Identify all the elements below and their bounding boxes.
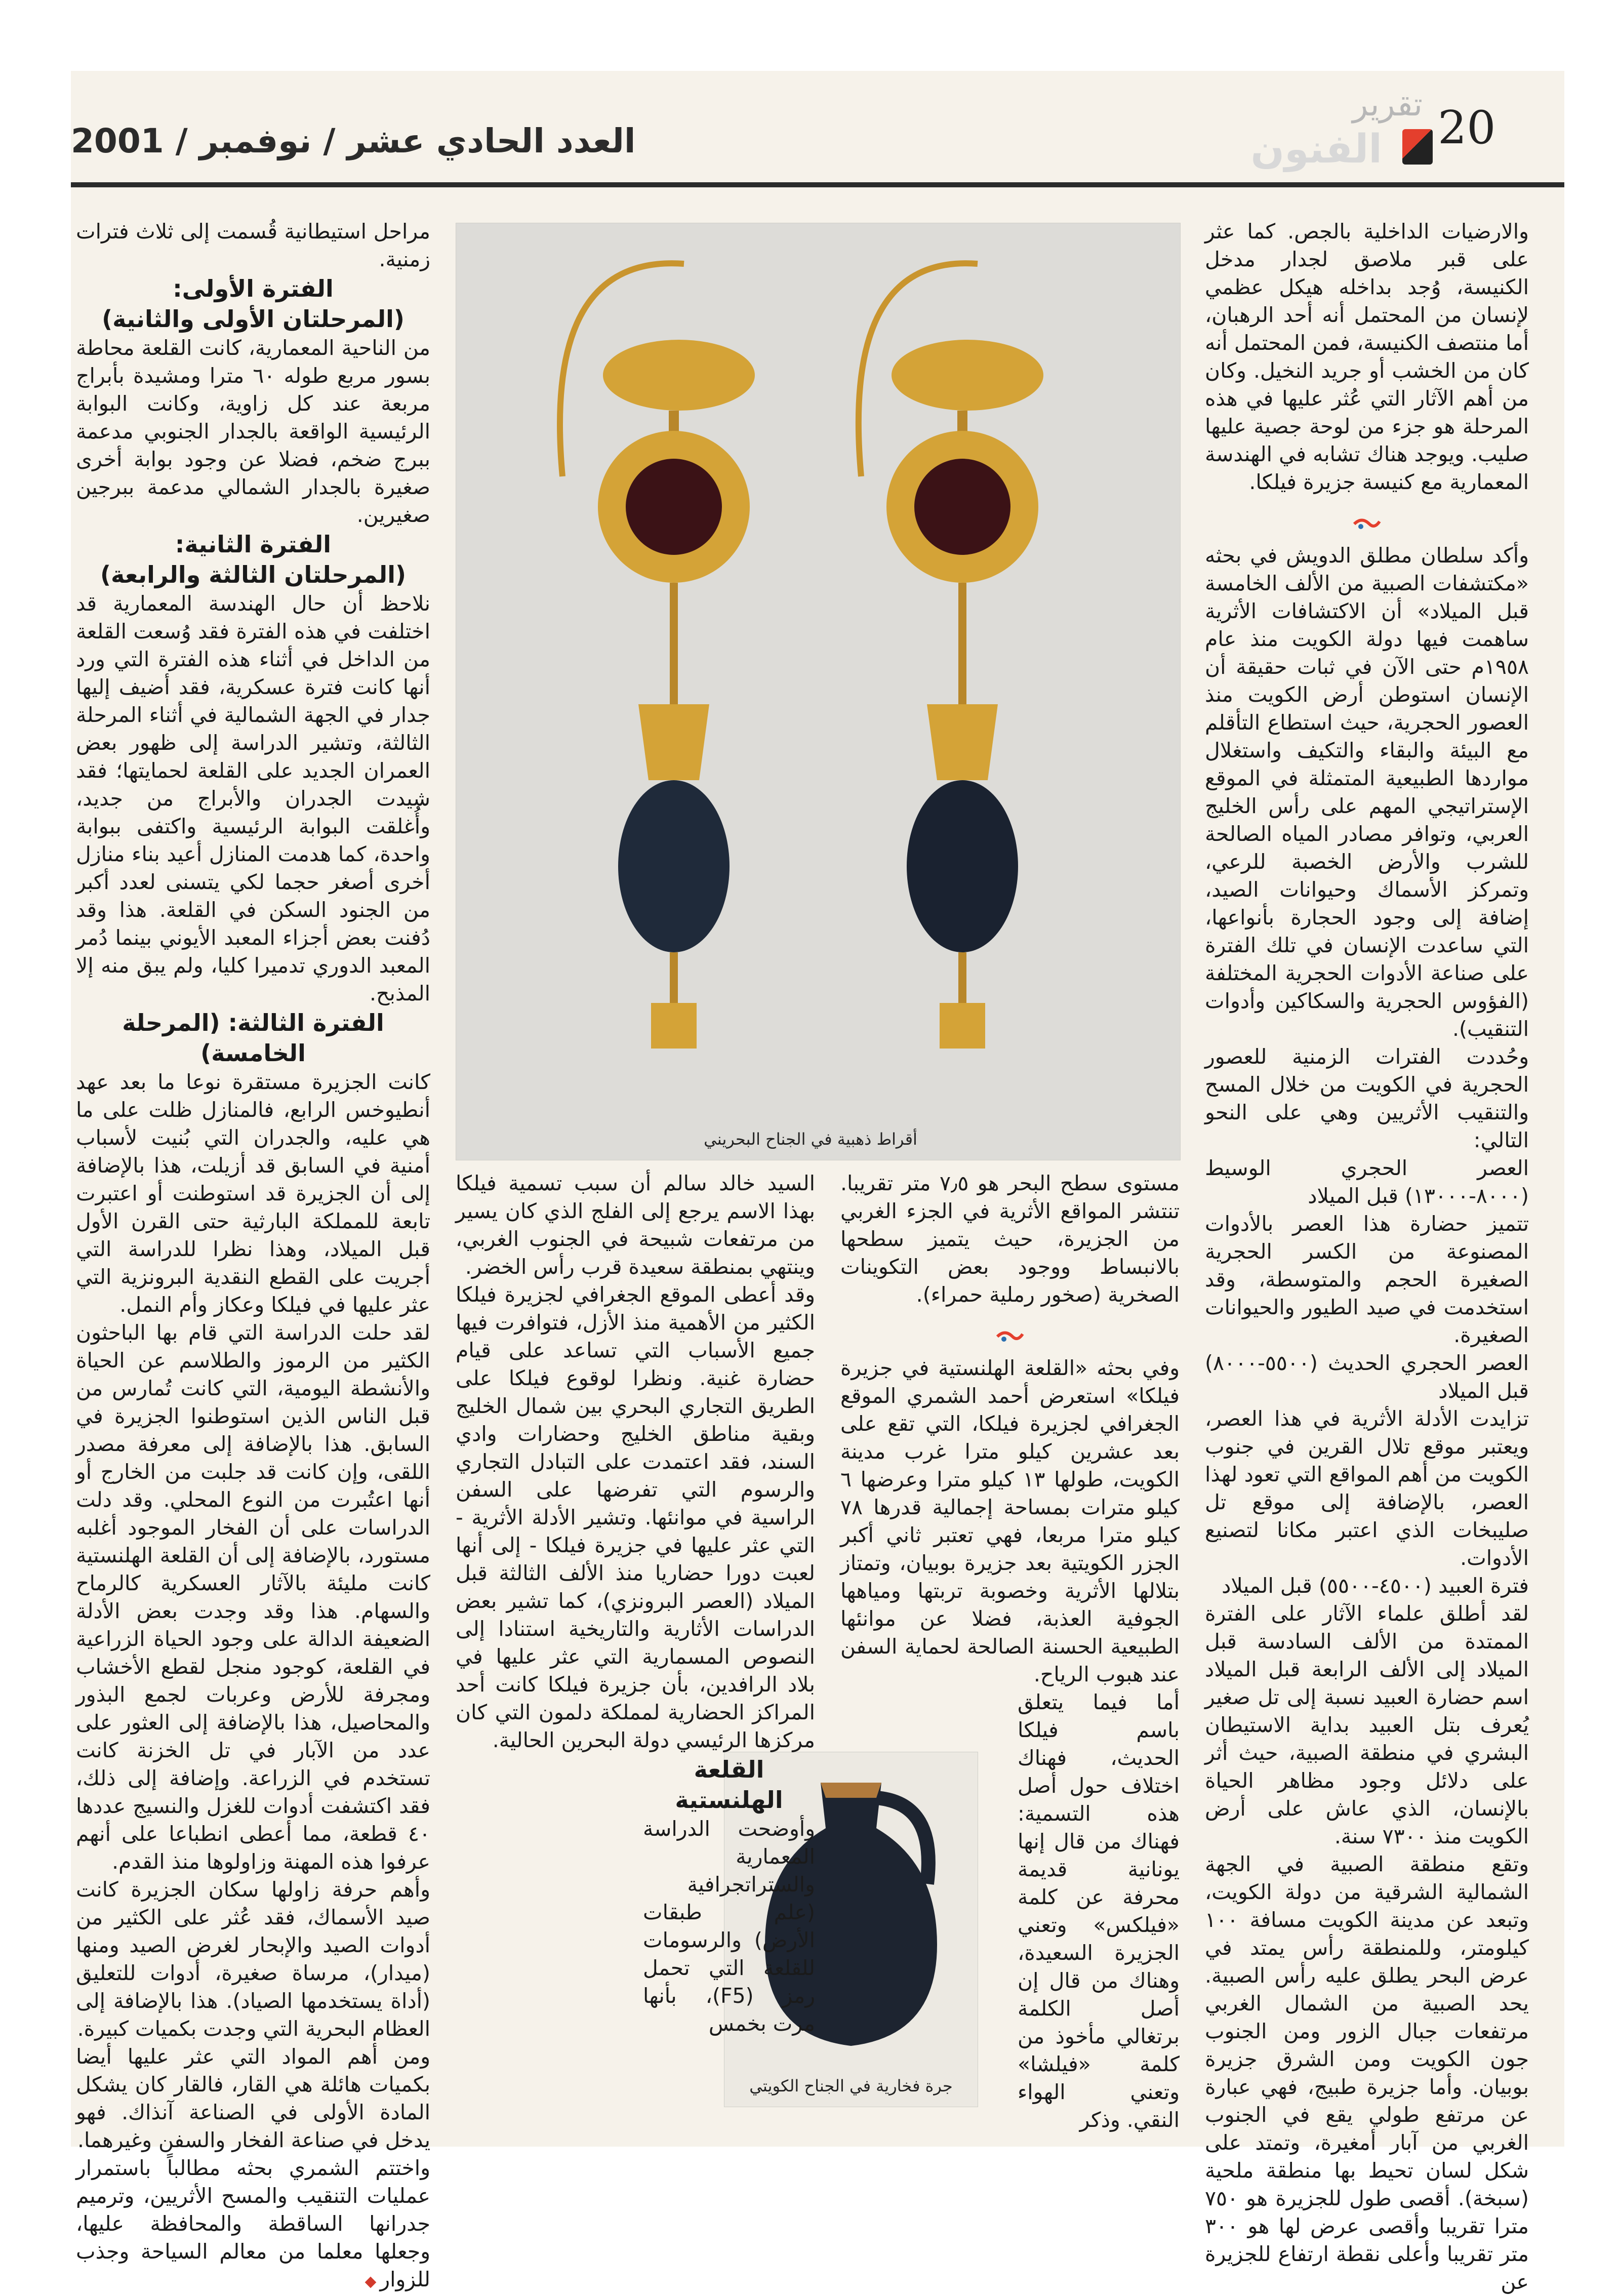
paragraph: أما فيما يتعلق باسم فيلكا الحديث، فهناك اختلاف حول أصل هذه التسمية: فهناك من قال إنها يونانية قديمة محرفة عن كلمة «فيلكس» وتعني الجزيرة السعيدة، وهناك من قال إن أصل الكلمة برتغالي مأخوذ من كلمة «فيلشا» وتعني الهواء النقي. وذكر [1018, 1690, 1180, 2132]
paragraph: وأهم حرفة زاولها سكان الجزيرة كانت صيد الأسماك، فقد عُثر على الكثير من أدوات الصيد والإبحار لغرض الصيد ومنها (ميدار)، مرساة صغيرة، أدوات للتعليق (أداة يستخدمها الصياد). هذا بالإضافة إلى العظام البحرية التي وجدت بكميات كبيرة. [76, 1877, 430, 2041]
end-mark-icon [365, 2277, 377, 2288]
paragraph-text: واختتم الشمري بحثه مطالباً باستمرار عمليات التنقيب والمسح الأثريين، وترميم جدرانها الساقطة والمحافظة عليها، وجعلها معلما من معالم السياحة وجذب للزوار [76, 2156, 430, 2291]
section-heading: الهلنستية [675, 1786, 783, 1814]
paragraph: وأكد سلطان مطلق الدويش في بحثه «مكتشفات الصبية من الألف الخامسة قبل الميلاد» أن الاكتشافات الأثرية ساهمت فيها دولة الكويت منذ عام ١٩٥٨م حتى الآن في ثبات حقيقة أن الإنسان استوطن أرض الكويت منذ العصور الحجرية، حيث استطاع التأقلم مع البيئة والبقاء والتكيف واستغلال مواردها الطبيعية المتمثلة في الموقع الإستراتيجي المهم على رأس الخليج العربي، وتوافر مصادر المياه الصالحة للشرب والأرض الخصبة للرعي، وتمركز الأسماك وحيوانات الصيد، إضافة إلى وجود الحجارة بأنواعها، التي ساعدت الإنسان في تلك الفترة على صناعة الأدوات الحجرية المختلفة (الفؤوس الحجرية والسكاكين وأدوات التنقيب). [1205, 543, 1529, 1041]
magazine-page [71, 71, 1564, 2294]
paragraph: نلاحظ أن حال الهندسة المعمارية قد اختلفت في هذه الفترة فقد وُسعت القلعة من الداخل في أثناء هذه الفترة التي ورد أنها كانت فترة عسكرية، فقد أضيف إليها جدار في الجهة الشمالية في أثناء المرحلة الثالثة، وتشير الدراسة إلى ظهور بعض العمران الجديد على القلعة لحمايتها؛ فقد شيدت الجدران والأبراج من جديد، وأُغلقت البوابة الرئيسية واكتفى ببوابة واحدة، كما هدمت المنازل أعيد بناء منازل أخرى أصغر حجما لكي يتسنى لعدد أكبر من الجنود السكن في القلعة. هذا وقد دُفنت بعض أجزاء المعبد الأيوني بينما دُمر المعبد الدوري تدميرا كليا، ولم يبق منه إلا المذبح. [76, 591, 430, 1005]
paragraph: ومن أهم المواد التي عثر عليها أيضا بكميات هائلة هي القار، فالقار كان يشكل المادة الأولى في الصناعة آنذاك. فهو يدخل في صناعة الفخار والسفن وغيرهما. [76, 2044, 430, 2152]
earring-left [560, 263, 755, 1049]
period-heading: الفترة الأولى: [173, 275, 334, 302]
page-header [71, 71, 1564, 187]
paragraph: من الناحية المعمارية، كانت القلعة محاطة بسور مربع طوله ٦٠ مترا ومشيدة بأبراج مربعة عند كل زاوية، وكانت البوابة الرئيسية الواقعة بالجدار الجنوبي مدعمة ببرج ضخم، فضلا عن وجود بوابة أخرى صغيرة بالجدار الشمالي مدعمة ببرجين صغيرين. [76, 336, 431, 527]
header-rule [71, 182, 1564, 187]
period-subheading: (المرحلتان الأولى والثانية) [102, 305, 404, 333]
paragraph: مراحل استيطانية قُسمت إلى ثلاث فترات زمنية. [76, 219, 430, 271]
column-mid-left [456, 1170, 815, 2038]
section-separator-icon [995, 1329, 1025, 1344]
period-heading: الفترة الثانية: [175, 531, 332, 558]
paragraph: وأوضحت الدراسة المعمارية والستراتجرافية (علم طبقات الأرض) والرسومات للقلعة التي تحمل رمز (F5)، بأنها مرت بخمس [643, 1817, 815, 2036]
paragraph: تزايدت الأدلة الأثرية في هذا العصر، ويعتبر موقع تلال القرين في جنوب الكويت من أهم المواقع التي تعود لهذا العصر، بالإضافة إلى موقع تل صليبخات الذي اعتبر مكانا لتصنيع الأدوات. [1205, 1406, 1529, 1570]
logo-top-text: تقرير [1352, 86, 1423, 124]
section-heading: القلعة [694, 1756, 764, 1783]
period-heading: العصر الحجري الوسيط (٨٠٠٠-١٣٠٠٠) قبل الميلاد [1205, 1156, 1529, 1208]
period-heading: العصر الحجري الحديث (٥٥٠٠-٨٠٠٠) قبل الميلاد [1205, 1351, 1529, 1403]
paragraph: وتقع منطقة الصبية في الجهة الشمالية الشرقية من دولة الكويت، وتبعد عن مدينة الكويت مسافة ١٠٠ كيلومتر، وللمنطقة رأس يمتد في عرض البحر يطلق عليه رأس الصبية. يحد الصبية من الشمال الغربي مرتفعات جبال الزور ومن الجنوب جون الكويت ومن الشرق جزيرة بوبيان. وأما جزيرة طبيج، فهي عبارة عن مرتفع طولي يقع في الجنوب الغربي من آبار أمغيرة، وتمتد على شكل لسان تحيط بها منطقة ملحية (سبخة). أقصى طول للجزيرة هو ٧٥٠ مترا تقريبا وأقصى عرض لها هو ٣٠٠ متر تقريبا وأعلى نقطة ارتفاع للجزيرة عن [1205, 1852, 1529, 2294]
earring-right [859, 263, 1043, 1049]
paragraph: لقد حلت الدراسة التي قام بها الباحثون الكثير من الرموز والطلاسم عن الحياة والأنشطة اليومية، التي كانت تُمارس من قبل الناس الذين استوطنوا الجزيرة في السابق. هذا بالإضافة إلى معرفة مصدر اللقى، وإن كانت قد جلبت من الخارج أو أنها اعتُبرت من النوع المحلي. وقد دلت الدراسات على أن الفخار الموجود أغلبه مستورد، بالإضافة إلى أن القلعة الهلنستية كانت مليئة بالآثار العسكرية كالرماح والسهام. هذا وقد وجدت بعض الأدلة الضعيفة الدالة على وجود الحياة الزراعية في القلعة، كوجود منجل لقطع الأخشاب ومجرفة للأرض وعربات لجمع البذور والمحاصيل، هذا بالإضافة إلى العثور على عدد من الآبار في تل الخزنة كانت تستخدم في الزراعة. وإضافة إلى ذلك، فقد اكتشفت أدوات للغزل والنسيج عددها ٤٠ قطعة، مما أعطى انطباعا على أنهم عرفوا هذه المهنة وزاولوها منذ القدم. [76, 1320, 430, 1874]
column-left [76, 218, 430, 2293]
paragraph [76, 2154, 430, 2293]
magazine-logo [1220, 86, 1423, 172]
paragraph: وقد أعطى الموقع الجغرافي لجزيرة فيلكا الكثير من الأهمية منذ الأزل، فتوافرت فيها جميع الأسباب التي تساعد على قيام حضارة غنية. ونظرا لوقوع فيلكا على الطريق التجاري البحري بين شمال الخليج وبقية مناطق الخليج وحضارات وادي السند، فقد اعتمدت على التبادل التجاري والرسوم التي تفرضها على السفن الراسية في موانئها. وتشير الأدلة الأثرية - التي عثر عليها في جزيرة فيلكا - إلى أنها لعبت دورا حضاريا منذ الألف الثالثة قبل الميلاد (العصر البرونزي)، كما تشير بعض الدراسات الأثارية والتاريخية استنادا إلى النصوص المسمارية التي عثر عليها في بلاد الرافدين، بأن جزيرة فيلكا كانت أحد المراكز الحضارية لمملكة دلمون التي كان مركزها الرئيسي دولة البحرين الحالية. [456, 1282, 815, 1752]
paragraph: كانت الجزيرة مستقرة نوعا ما بعد عهد أنطيوخس الرابع، فالمنازل ظلت على ما هي عليه، والجدران التي بُنيت لأسباب أمنية في السابق قد أزيلت، هذا بالإضافة إلى أن الجزيرة قد استوطنت أو اعتبرت تابعة للمملكة البارثية حتى القرن الأول قبل الميلاد، وهذا نظرا للدراسة التي أجريت على القطع النقدية البرونزية التي عثر عليها في فيلكا وعكاز وأم النمل. [76, 1070, 430, 1317]
paragraph: لقد أطلق علماء الآثار على الفترة الممتدة من الألف السادسة قبل الميلاد إلى الألف الرابعة قبل الميلاد اسم حضارة العبيد نسبة إلى تل صغير يُعرف بتل العبيد بداية الاستيطان البشري في منطقة الصبية، حيث أثر على دلائل وجود مظاهر الحياة بالإنسان، الذي عاش على أرض الكويت منذ ٧٣٠٠ سنة. [1205, 1601, 1529, 1848]
period-heading: فترة العبيد (٤٥٠٠-٥٥٠٠) قبل الميلاد [1222, 1574, 1529, 1598]
logo-mark-icon [1402, 129, 1433, 165]
paragraph: تتميز حضارة هذا العصر بالأدوات المصنوعة من الكسر الحجرية الصغيرة الحجم والمتوسطة، وقد استخدمت في صيد الطيور والحيوانات الصغيرة. [1205, 1212, 1529, 1347]
earrings-caption: أقراط ذهبية في الجناح البحريني [704, 1130, 917, 1149]
column-right [1205, 218, 1529, 2296]
page-number: 20 [1438, 101, 1496, 154]
section-separator-icon [1352, 516, 1382, 532]
period-heading: الفترة الثالثة: (المرحلة الخامسة) [122, 1009, 384, 1067]
gold-earrings-illustration [456, 223, 1180, 1160]
jar-caption: جرة فخارية في الجناح الكويتي [749, 2076, 953, 2096]
paragraph: مستوى سطح البحر هو ٧٫٥ متر تقريبا. تنتشر المواقع الأثرية في الجزء الغربي من الجزيرة، حيث يتميز سطحها بالانبساط ووجود بعض التكوينات الصخرية (صخور رملية حمراء). [840, 1171, 1180, 1307]
paragraph: السيد خالد سالم أن سبب تسمية فيلكا بهذا الاسم يرجع إلى الفلج الذي كان يسير من مرتفعات شبيحة في الجنوب الغربي، وينتهي بمنطقة سعيدة قرب رأس الخضر. [456, 1171, 815, 1279]
paragraph: وفي بحثه «القلعة الهلنستية في جزيرة فيلكا» استعرض أحمد الشمري الموقع الجغرافي لجزيرة فيلكا، التي تقع على بعد عشرين كيلو مترا غرب مدينة الكويت، طولها ١٣ كيلو مترا وعرضها ٦ كيلو مترات بمساحة إجمالية قدرها ٧٨ كيلو مترا مربعا، فهي تعتبر ثاني أكبر الجزر الكويتية بعد جزيرة بوبيان، وتمتاز بتلالها الأثرية وخصوبة تربتها ومياهها الجوفية العذبة، فضلا عن موانئها الطبيعية الحسنة الصالحة لحماية السفن عند هبوب الرياح. [840, 1356, 1180, 1686]
logo-bottom-text: الفنون [1250, 127, 1382, 172]
issue-label: العدد الحادي عشر / نوفمبر / 2001 [71, 122, 636, 160]
period-subheading: (المرحلتان الثالثة والرابعة) [100, 561, 406, 588]
earrings-photo [456, 223, 1181, 1160]
paragraph: وحُددت الفترات الزمنية للعصور الحجرية في الكويت من خلال المسح والتنقيب الأثريين وهي على النحو التالي: [1205, 1044, 1529, 1152]
paragraph: والارضيات الداخلية بالجص. كما عثر على قبر ملاصق لجدار مدخل الكنيسة، وُجد بداخله هيكل عظمي لإنسان من المحتمل أنه أحد الرهبان، أما منتصف الكنيسة، فمن المحتمل أنه كان من الخشب أو جريد النخيل. وكان من أهم الآثار التي عُثر عليها في هذه المرحلة هو جزء من لوحة جصية عليها صليب. ويوجد هناك تشابه في الهندسة المعمارية مع كنيسة جزيرة فيلكا. [1205, 219, 1529, 494]
